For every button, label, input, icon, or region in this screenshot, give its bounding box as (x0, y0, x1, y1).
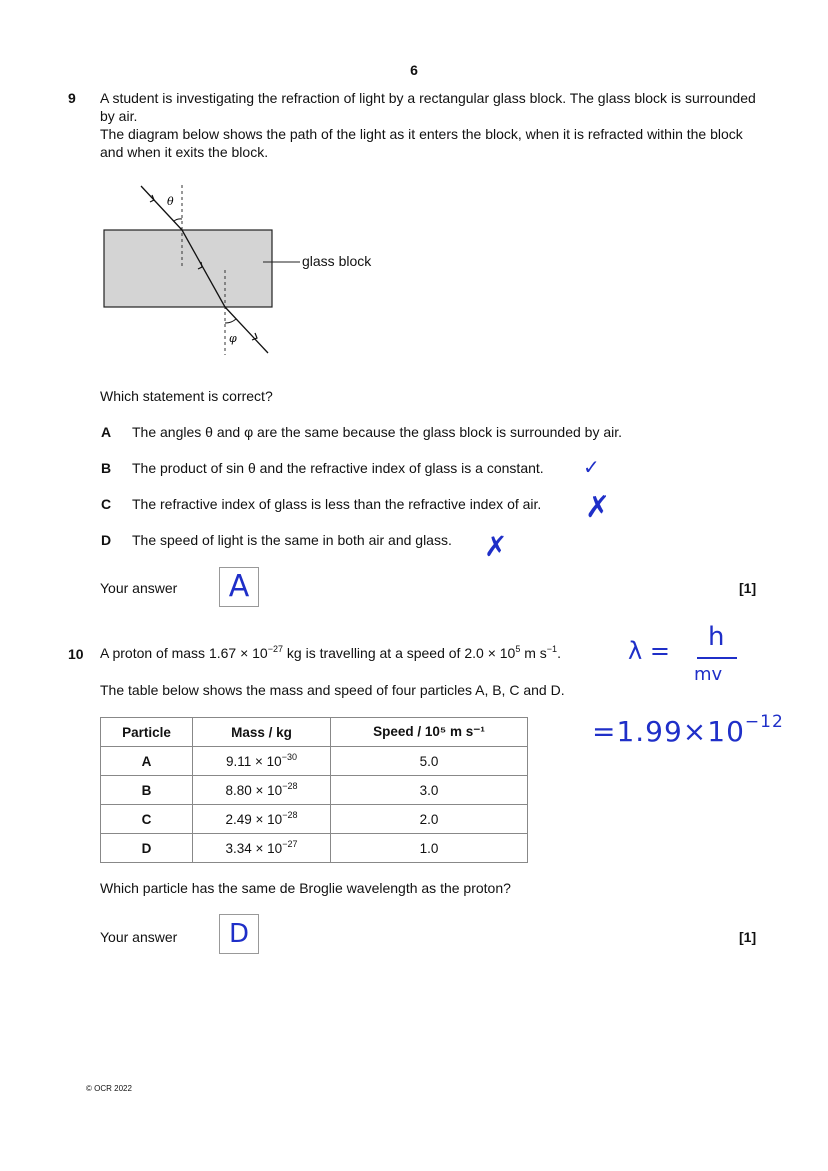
incident-ray (141, 186, 182, 230)
question-10-answer-text: D (228, 919, 250, 949)
handwritten-tick-b: ✓ (583, 455, 600, 479)
question-9-answer-label: Your answer (100, 580, 178, 596)
option-d-letter: D (101, 532, 112, 548)
mass-exp: −27 (282, 838, 298, 849)
mass-cell (193, 776, 331, 805)
mass-base: 2.49 × 10 (225, 811, 283, 827)
mass-cell (193, 805, 331, 834)
question-10-number: 10 (68, 646, 84, 662)
handwritten-result-base: =1.99×10 (592, 715, 745, 748)
mass-exp: −28 (282, 809, 298, 820)
speed-cell: 2.0 (331, 805, 528, 834)
table-row (101, 805, 528, 834)
theta-arc (174, 219, 182, 221)
mass-cell (193, 834, 331, 863)
table-intro: The table below shows the mass and speed of four particles A, B, C and D. (100, 682, 565, 698)
question-10-intro-part1: A proton of mass 1.67 × 10 (100, 645, 268, 661)
option-c-text: The refractive index of glass is less than the refractive index of air. (132, 496, 542, 512)
theta-label: θ (167, 195, 174, 208)
speed-cell: 1.0 (331, 834, 528, 863)
question-9-intro: A student is investigating the refraction of light by a rectangular glass block. The glass block is surrounded by air. (100, 90, 756, 124)
handwritten-fraction-bar (697, 657, 737, 659)
refraction-diagram (95, 175, 395, 365)
question-10-answer-label: Your answer (100, 929, 178, 945)
mass-cell (193, 747, 331, 776)
table-row (101, 834, 528, 863)
question-9-marks: [1] (739, 580, 757, 596)
question-10-intro-part4: . (557, 645, 561, 661)
question-10-intro (100, 645, 561, 661)
particle-table (100, 717, 528, 863)
header-particle: Particle (101, 718, 193, 747)
option-a-letter: A (101, 424, 112, 440)
table-row (101, 747, 528, 776)
particle-cell: C (101, 805, 193, 834)
mass-exponent: −27 (267, 644, 284, 654)
option-a-text: The angles θ and φ are the same because the glass block is surrounded by air. (132, 424, 623, 440)
handwritten-cross-c: ✗ (585, 490, 611, 525)
question-10-intro-part2: kg is travelling at a speed of 2.0 × 10 (283, 645, 516, 661)
handwritten-result-exponent: −12 (744, 712, 784, 732)
particle-cell: D (101, 834, 193, 863)
question-10-marks: [1] (739, 929, 757, 945)
phi-label: φ (229, 332, 237, 345)
speed-cell: 5.0 (331, 747, 528, 776)
handwritten-denominator: mv (694, 664, 723, 685)
option-c-letter: C (101, 496, 112, 512)
table-header-row (101, 718, 528, 747)
speed-exponent: 5 (515, 644, 521, 654)
question-10-answer-box[interactable] (219, 914, 259, 954)
question-9-prompt: Which statement is correct? (100, 388, 273, 404)
handwritten-numerator: h (708, 622, 725, 652)
question-9-number: 9 (68, 90, 76, 106)
handwritten-lambda: λ = (628, 637, 670, 665)
option-d-text: The speed of light is the same in both air and glass. (132, 532, 452, 548)
speed-cell: 3.0 (331, 776, 528, 805)
question-10-intro-part3: m s (520, 645, 547, 661)
mass-base: 9.11 × 10 (226, 753, 282, 769)
question-9-description: The diagram below shows the path of the light as it enters the block, when it is refracted within the block and when it exits the block. (100, 126, 743, 160)
question-9-answer-text: A (228, 569, 250, 604)
question-9-answer-box[interactable] (219, 567, 259, 607)
header-speed: Speed / 10⁵ m s⁻¹ (331, 718, 528, 747)
page-number: 6 (410, 62, 418, 78)
particle-cell: A (101, 747, 193, 776)
copyright-footer: © OCR 2022 (86, 1084, 132, 1093)
handwritten-cross-d: ✗ (484, 530, 508, 563)
mass-exp: −28 (282, 780, 298, 791)
phi-arc (225, 319, 236, 323)
mass-base: 3.34 × 10 (225, 840, 283, 856)
option-b-letter: B (101, 460, 112, 476)
table-row (101, 776, 528, 805)
handwritten-result (592, 712, 784, 748)
question-10-prompt: Which particle has the same de Broglie wavelength as the proton? (100, 880, 511, 896)
glass-block-label: glass block (302, 253, 372, 269)
unit-exponent: −1 (546, 644, 558, 654)
mass-exp: −30 (281, 751, 297, 762)
emergent-ray (225, 307, 268, 353)
particle-cell: B (101, 776, 193, 805)
mass-base: 8.80 × 10 (225, 782, 283, 798)
option-b-text: The product of sin θ and the refractive index of glass is a constant. (132, 460, 544, 476)
header-mass: Mass / kg (193, 718, 331, 747)
